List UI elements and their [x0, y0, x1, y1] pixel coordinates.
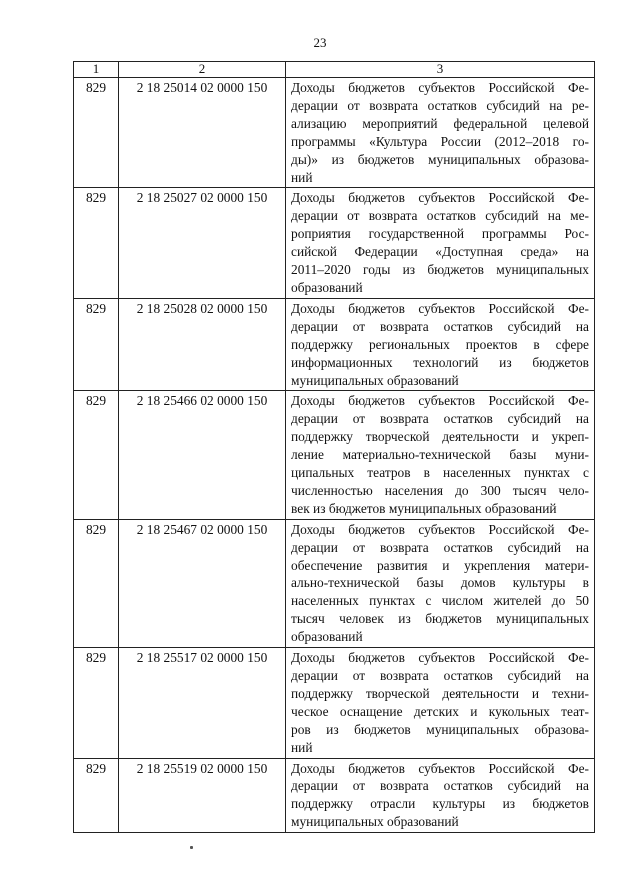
- admin-code-cell: 829: [74, 519, 119, 647]
- description-line: информационных технологий из бюджетов: [291, 354, 589, 370]
- description-line: Доходы бюджетов субъектов Российской Фе-: [291, 521, 589, 537]
- description-line: дерации от возврата остатков субсидий на ре-: [291, 97, 589, 113]
- description-line: ализацию мероприятий федеральной целевой: [291, 115, 589, 131]
- admin-code-cell: 829: [74, 78, 119, 188]
- description-line: Доходы бюджетов субъектов Российской Фе-: [291, 393, 589, 409]
- description-line: ческое оснащение детских и кукольных теат-: [291, 703, 589, 719]
- budget-code-cell: 2 18 25519 02 0000 150: [119, 758, 286, 833]
- admin-code-cell: 829: [74, 391, 119, 519]
- header-col-3: 3: [286, 62, 595, 78]
- description-line: век из бюджетов муниципальных образований: [291, 500, 557, 516]
- description-line: Доходы бюджетов субъектов Российской Фе-: [291, 760, 589, 776]
- description-line: поддержку творческой деятельности и техни-: [291, 685, 589, 701]
- description-line: дерации от возврата остатков субсидий на: [291, 778, 589, 794]
- description-line: ды)» из бюджетов муниципальных образова-: [291, 151, 589, 167]
- admin-code-cell: 829: [74, 648, 119, 758]
- scan-mark: [190, 846, 193, 849]
- description-line: роприятия государственной программы Рос-: [291, 226, 589, 242]
- description-cell: [286, 758, 595, 833]
- description-cell: [286, 391, 595, 519]
- description-line: образований: [291, 629, 363, 645]
- description-line: поддержку региональных проектов в сфере: [291, 336, 589, 352]
- description-line: 2011–2020 годы из бюджетов муниципальных: [291, 262, 589, 278]
- description-line: численностью населения до 300 тысяч чело-: [291, 482, 589, 498]
- admin-code-cell: 829: [74, 188, 119, 298]
- description-line: обеспечение развития и укрепления матери-: [291, 557, 589, 573]
- description-line: ров из бюджетов муниципальных образова-: [291, 721, 589, 737]
- budget-code-cell: 2 18 25014 02 0000 150: [119, 78, 286, 188]
- table-header-row: [74, 62, 595, 78]
- description-cell: [286, 519, 595, 647]
- header-col-2: 2: [119, 62, 286, 78]
- description-line: ципальных театров в населенных пунктах с: [291, 465, 589, 481]
- description-cell: [286, 648, 595, 758]
- description-line: дерации от возврата остатков субсидий на ме-: [291, 208, 589, 224]
- budget-codes-table: [73, 61, 595, 833]
- description-cell: [286, 298, 595, 391]
- description-line: дерации от возврата остатков субсидий на: [291, 318, 589, 334]
- table-row: [74, 519, 595, 647]
- budget-code-cell: 2 18 25517 02 0000 150: [119, 648, 286, 758]
- budget-code-cell: 2 18 25467 02 0000 150: [119, 519, 286, 647]
- table-row: [74, 758, 595, 833]
- admin-code-cell: 829: [74, 758, 119, 833]
- table-row: [74, 648, 595, 758]
- budget-code-cell: 2 18 25466 02 0000 150: [119, 391, 286, 519]
- description-line: Доходы бюджетов субъектов Российской Фе-: [291, 650, 589, 666]
- description-cell: [286, 188, 595, 298]
- description-line: ление материально-технической базы муни-: [291, 447, 589, 463]
- description-line: тысяч человек из бюджетов муниципальных: [291, 611, 589, 627]
- table-row: [74, 188, 595, 298]
- description-line: Доходы бюджетов субъектов Российской Фе-: [291, 300, 589, 316]
- description-line: дерации от возврата остатков субсидий на: [291, 668, 589, 683]
- description-line: образований: [291, 279, 363, 295]
- table-row: [74, 298, 595, 391]
- description-line: дерации от возврата остатков субсидий на: [291, 539, 589, 555]
- description-line: ний: [291, 739, 313, 755]
- description-line: ний: [291, 169, 313, 185]
- table-row: [74, 78, 595, 188]
- description-line: программы «Культура России (2012–2018 го-: [291, 133, 589, 149]
- budget-code-cell: 2 18 25028 02 0000 150: [119, 298, 286, 391]
- description-line: муниципальных образований: [291, 814, 459, 830]
- description-cell: [286, 78, 595, 188]
- description-line: Доходы бюджетов субъектов Российской Фе-: [291, 80, 589, 95]
- description-line: Доходы бюджетов субъектов Российской Фе-: [291, 190, 589, 206]
- description-line: ально-технической базы домов культуры в: [291, 575, 589, 591]
- description-line: сийской Федерации «Доступная среда» на: [291, 244, 589, 260]
- page-number: 23: [313, 35, 327, 50]
- budget-code-cell: 2 18 25027 02 0000 150: [119, 188, 286, 298]
- table-row: [74, 391, 595, 519]
- header-col-1: 1: [74, 62, 119, 78]
- description-line: населенных пунктах с числом жителей до 50: [291, 593, 589, 609]
- description-line: муниципальных образований: [291, 372, 459, 388]
- description-line: поддержку творческой деятельности и укреп-: [291, 429, 589, 445]
- description-line: дерации от возврата остатков субсидий на: [291, 411, 589, 427]
- description-line: поддержку отрасли культуры из бюджетов: [291, 796, 589, 812]
- admin-code-cell: 829: [74, 298, 119, 391]
